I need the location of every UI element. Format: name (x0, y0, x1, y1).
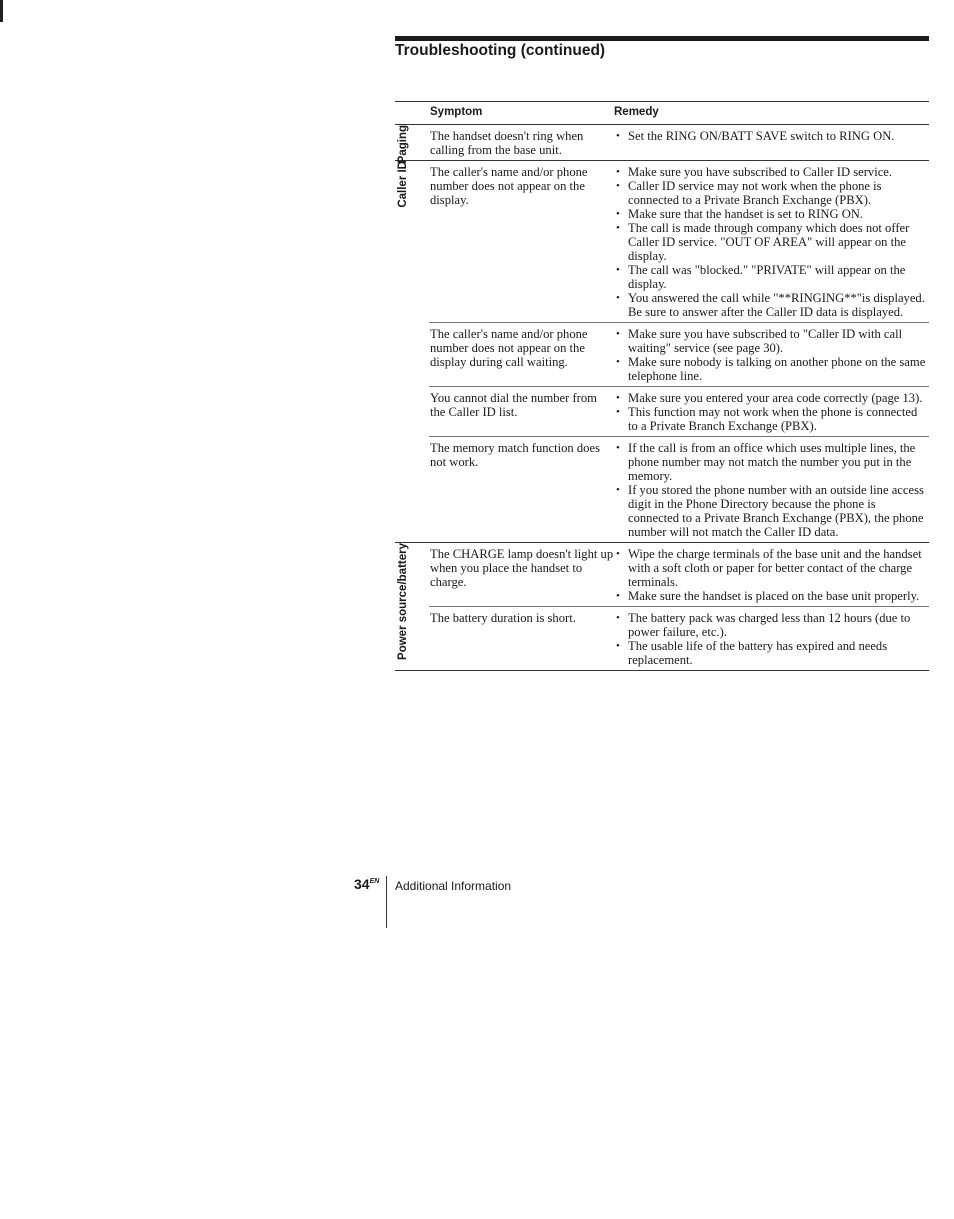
remedy-item: • The battery pack was charged less than 12 hours (due to power failure, etc.). (614, 611, 927, 639)
remedy-item: • You answered the call while "**RINGING**"is displayed. Be sure to answer after the Caller ID data is displayed. (614, 291, 927, 319)
remedy-list (614, 391, 927, 433)
table-row (429, 322, 929, 386)
group-rows (429, 125, 929, 160)
symptom-cell: The memory match function does not work. (430, 441, 600, 469)
group-side-label (395, 125, 429, 164)
remedy-cell (614, 547, 929, 603)
table-row (429, 436, 929, 542)
page-number-suffix: EN (369, 878, 380, 885)
remedy-item: • Make sure nobody is talking on another phone on the same telephone line. (614, 355, 927, 383)
remedy-item: • Caller ID service may not work when the phone is connected to a Private Branch Exchange (PBX). (614, 179, 927, 207)
remedy-item: • Make sure you have subscribed to "Caller ID with call waiting" service (see page 30). (614, 327, 927, 355)
remedy-item: • Wipe the charge terminals of the base unit and the handset with a soft cloth or paper for better contact of the charge terminals. (614, 547, 927, 589)
remedy-item: • This function may not work when the phone is connected to a Private Branch Exchange (PBX). (614, 405, 927, 433)
header-rule (395, 36, 929, 41)
symptom-cell: The handset doesn't ring when calling from the base unit. (430, 129, 584, 157)
remedy-item: • If you stored the phone number with an outside line access digit in the Phone Directory because the phone is connected to a Private Branch Exchange (PBX), the phone number will not match the Caller ID data. (614, 483, 927, 539)
symptom-cell: The CHARGE lamp doesn't light up when you place the handset to charge. (430, 547, 614, 589)
table-header (395, 102, 929, 125)
troubleshooting-table (395, 101, 929, 671)
table-group (395, 161, 929, 543)
page-title: Troubleshooting (continued) (395, 42, 606, 59)
remedy-item: • The call was "blocked." "PRIVATE" will appear on the display. (614, 263, 927, 291)
group-rows (429, 161, 929, 542)
remedy-list (614, 441, 927, 539)
remedy-item: • Set the RING ON/BATT SAVE switch to RING ON. (614, 129, 927, 143)
table-row (429, 386, 929, 436)
remedy-item: • Make sure you have subscribed to Caller ID service. (614, 165, 927, 179)
remedy-cell (614, 611, 929, 667)
symptom-cell: The caller's name and/or phone number does not appear on the display during call waiting. (430, 327, 588, 369)
remedy-cell (614, 441, 929, 539)
remedy-cell (614, 327, 929, 383)
footer-divider (386, 876, 387, 928)
page-number-value: 34 (354, 876, 370, 892)
table-row (429, 543, 929, 606)
group-rows (429, 543, 929, 670)
remedy-list (614, 547, 927, 603)
margin-mark (0, 0, 3, 22)
symptom-cell: The caller's name and/or phone number does not appear on the display. (430, 165, 588, 207)
group-label: Caller ID (397, 161, 409, 208)
remedy-column-header: Remedy (614, 106, 659, 118)
remedy-list (614, 165, 927, 319)
remedy-list (614, 611, 927, 667)
remedy-cell (614, 129, 929, 157)
table-row (429, 125, 929, 160)
remedy-cell (614, 391, 929, 433)
group-side-label (395, 161, 429, 542)
symptom-column-header: Symptom (430, 106, 483, 118)
page-number (354, 876, 379, 892)
remedy-list (614, 327, 927, 383)
group-label: Paging (397, 125, 409, 164)
table-row (429, 161, 929, 322)
table-group (395, 543, 929, 671)
symptom-cell: You cannot dial the number from the Caller ID list. (430, 391, 597, 419)
remedy-item: • Make sure that the handset is set to RING ON. (614, 207, 927, 221)
section-name: Additional Information (395, 879, 512, 893)
remedy-item: • The usable life of the battery has expired and needs replacement. (614, 639, 927, 667)
group-label: Power source/battery (397, 543, 409, 660)
group-side-label (395, 543, 429, 670)
remedy-cell (614, 165, 929, 319)
remedy-item: • Make sure the handset is placed on the base unit properly. (614, 589, 927, 603)
symptom-cell: The battery duration is short. (430, 611, 576, 625)
remedy-item: • The call is made through company which does not offer Caller ID service. "OUT OF AREA" will appear on the display. (614, 221, 927, 263)
table-body (395, 125, 929, 671)
table-group (395, 125, 929, 164)
remedy-list (614, 129, 927, 143)
remedy-item: • If the call is from an office which uses multiple lines, the phone number may not match the number you put in the memory. (614, 441, 927, 483)
table-row (429, 606, 929, 670)
remedy-item: • Make sure you entered your area code correctly (page 13). (614, 391, 927, 405)
